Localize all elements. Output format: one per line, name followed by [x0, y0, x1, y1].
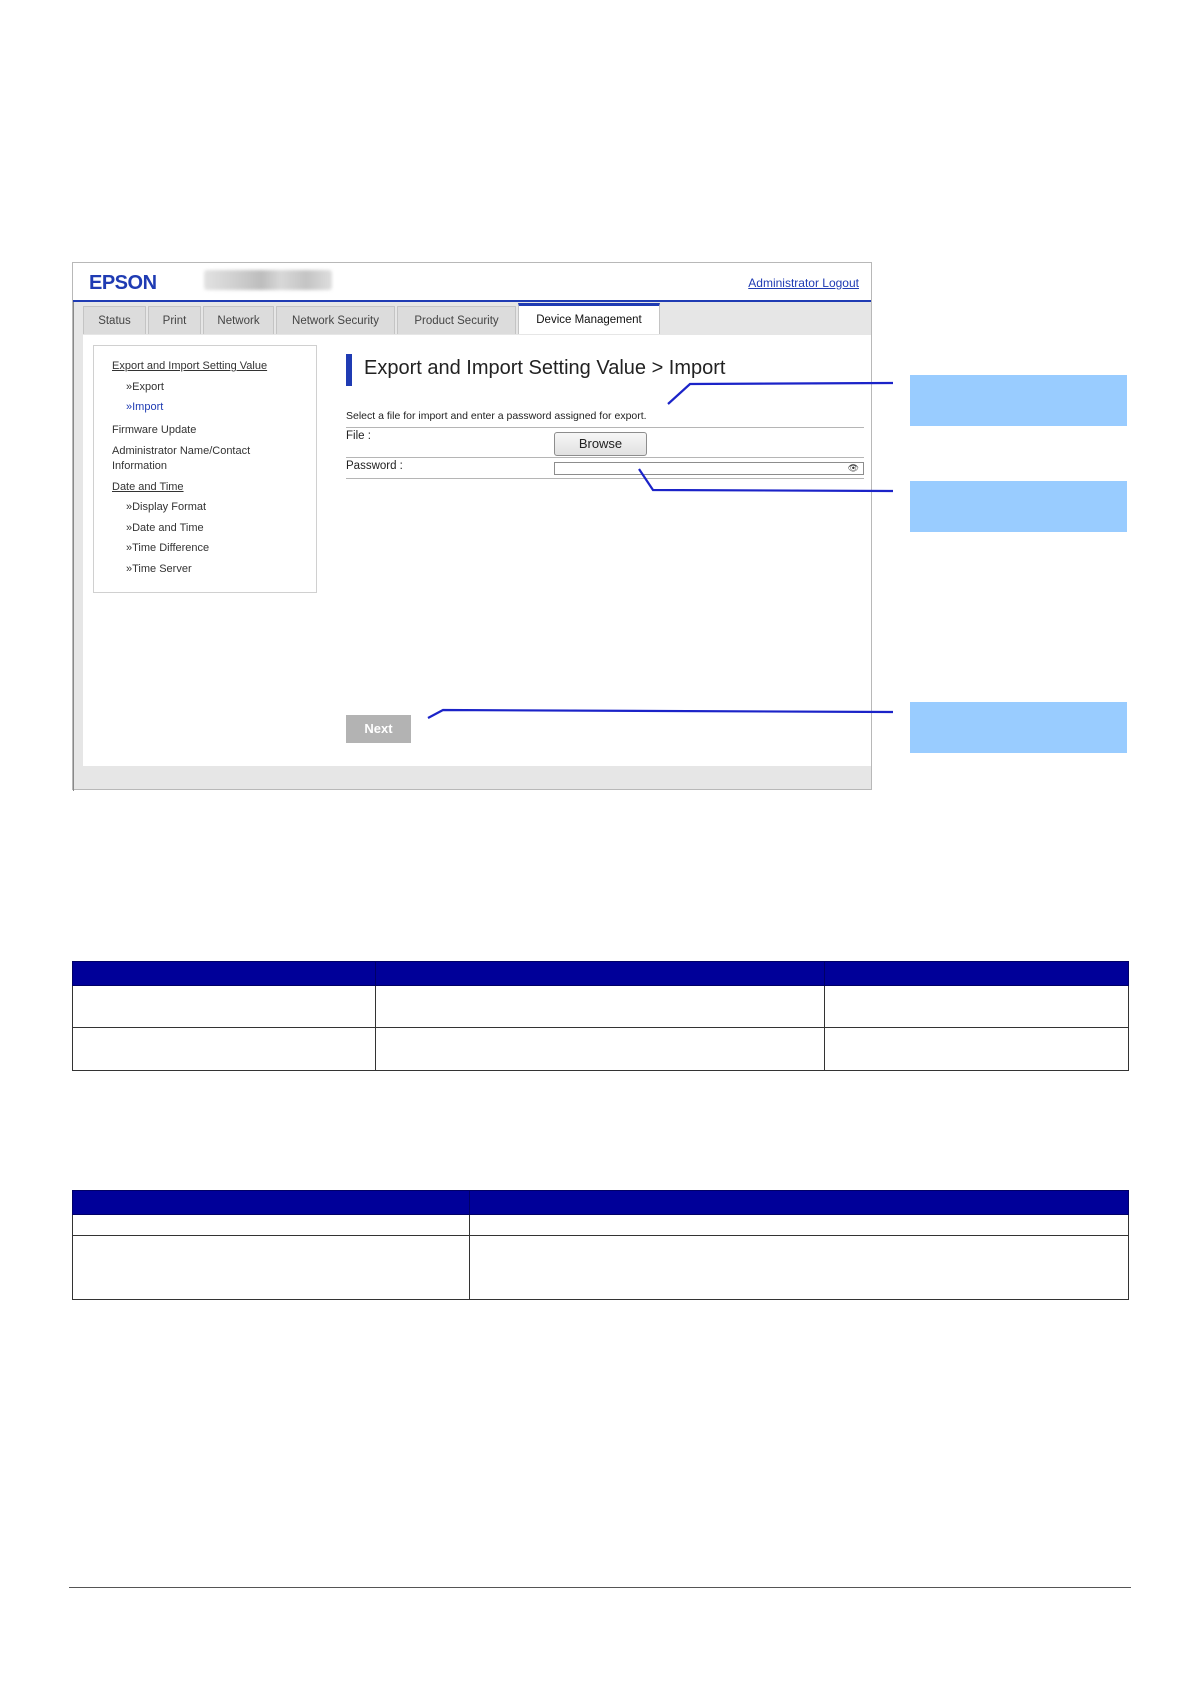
- sidebar-item-admin-name[interactable]: Administrator Name/Contact: [112, 445, 251, 457]
- table-header-cell: [73, 962, 376, 986]
- callout-box-3: [910, 702, 1127, 753]
- sidebar-item-admin-info[interactable]: Information: [112, 460, 168, 472]
- leader-line-password: [639, 469, 893, 491]
- sidebar-item-time-difference[interactable]: »Time Difference: [126, 542, 210, 554]
- leader-line-next: [428, 710, 893, 718]
- table-row: [73, 986, 1129, 1028]
- table-header-row: [73, 1191, 1129, 1215]
- table-cell: [73, 986, 376, 1028]
- settings-table-2: [72, 1190, 1129, 1300]
- file-label: File :: [346, 430, 371, 442]
- tab-status[interactable]: Status: [83, 306, 146, 334]
- table-cell: [825, 986, 1129, 1028]
- table-cell: [73, 1236, 470, 1300]
- sidebar-item-display-format[interactable]: »Display Format: [126, 501, 207, 513]
- table-row: [73, 1028, 1129, 1071]
- table-row: [73, 1215, 1129, 1236]
- table-header-cell: [376, 962, 825, 986]
- settings-table-1: [72, 961, 1129, 1071]
- callout-box-2: [910, 481, 1127, 532]
- eye-icon[interactable]: 👁: [847, 463, 859, 473]
- sidebar-item-import[interactable]: »Import: [126, 401, 164, 413]
- table-cell: [470, 1236, 1129, 1300]
- sidebar-item-firmware-update[interactable]: Firmware Update: [112, 424, 197, 436]
- sidebar-item-date-time[interactable]: Date and Time: [112, 481, 184, 493]
- browse-button[interactable]: Browse: [554, 432, 647, 456]
- instruction-text: Select a file for import and enter a password assigned for export.: [346, 410, 647, 422]
- table-row: [73, 1236, 1129, 1300]
- sidebar-item-export[interactable]: »Export: [126, 381, 164, 393]
- table-header-cell: [73, 1191, 470, 1215]
- sidebar-item-export-import[interactable]: Export and Import Setting Value: [112, 360, 268, 372]
- table-cell: [73, 1028, 376, 1071]
- epson-logo: EPSON: [89, 272, 157, 294]
- tab-product-security[interactable]: Product Security: [397, 306, 516, 334]
- table-cell: [73, 1215, 470, 1236]
- sidebar-item-time-server[interactable]: »Time Server: [126, 563, 192, 575]
- footer-rule: [69, 1587, 1131, 1588]
- tab-network[interactable]: Network: [203, 306, 274, 334]
- next-button[interactable]: Next: [346, 715, 411, 743]
- page-title: Export and Import Setting Value > Import: [364, 357, 726, 379]
- table-header-row: [73, 962, 1129, 986]
- tab-print[interactable]: Print: [148, 306, 201, 334]
- table-cell: [470, 1215, 1129, 1236]
- table-cell: [825, 1028, 1129, 1071]
- leader-line-instruction: [668, 383, 893, 404]
- sidebar-item-date-and-time[interactable]: »Date and Time: [126, 522, 204, 534]
- administrator-logout-link[interactable]: Administrator Logout: [748, 276, 859, 290]
- password-label: Password :: [346, 460, 403, 472]
- callout-box-1: [910, 375, 1127, 426]
- tab-network-security[interactable]: Network Security: [276, 306, 395, 334]
- table-cell: [376, 1028, 825, 1071]
- table-header-cell: [470, 1191, 1129, 1215]
- table-cell: [376, 986, 825, 1028]
- table-header-cell: [825, 962, 1129, 986]
- tab-device-management[interactable]: Device Management: [518, 303, 660, 334]
